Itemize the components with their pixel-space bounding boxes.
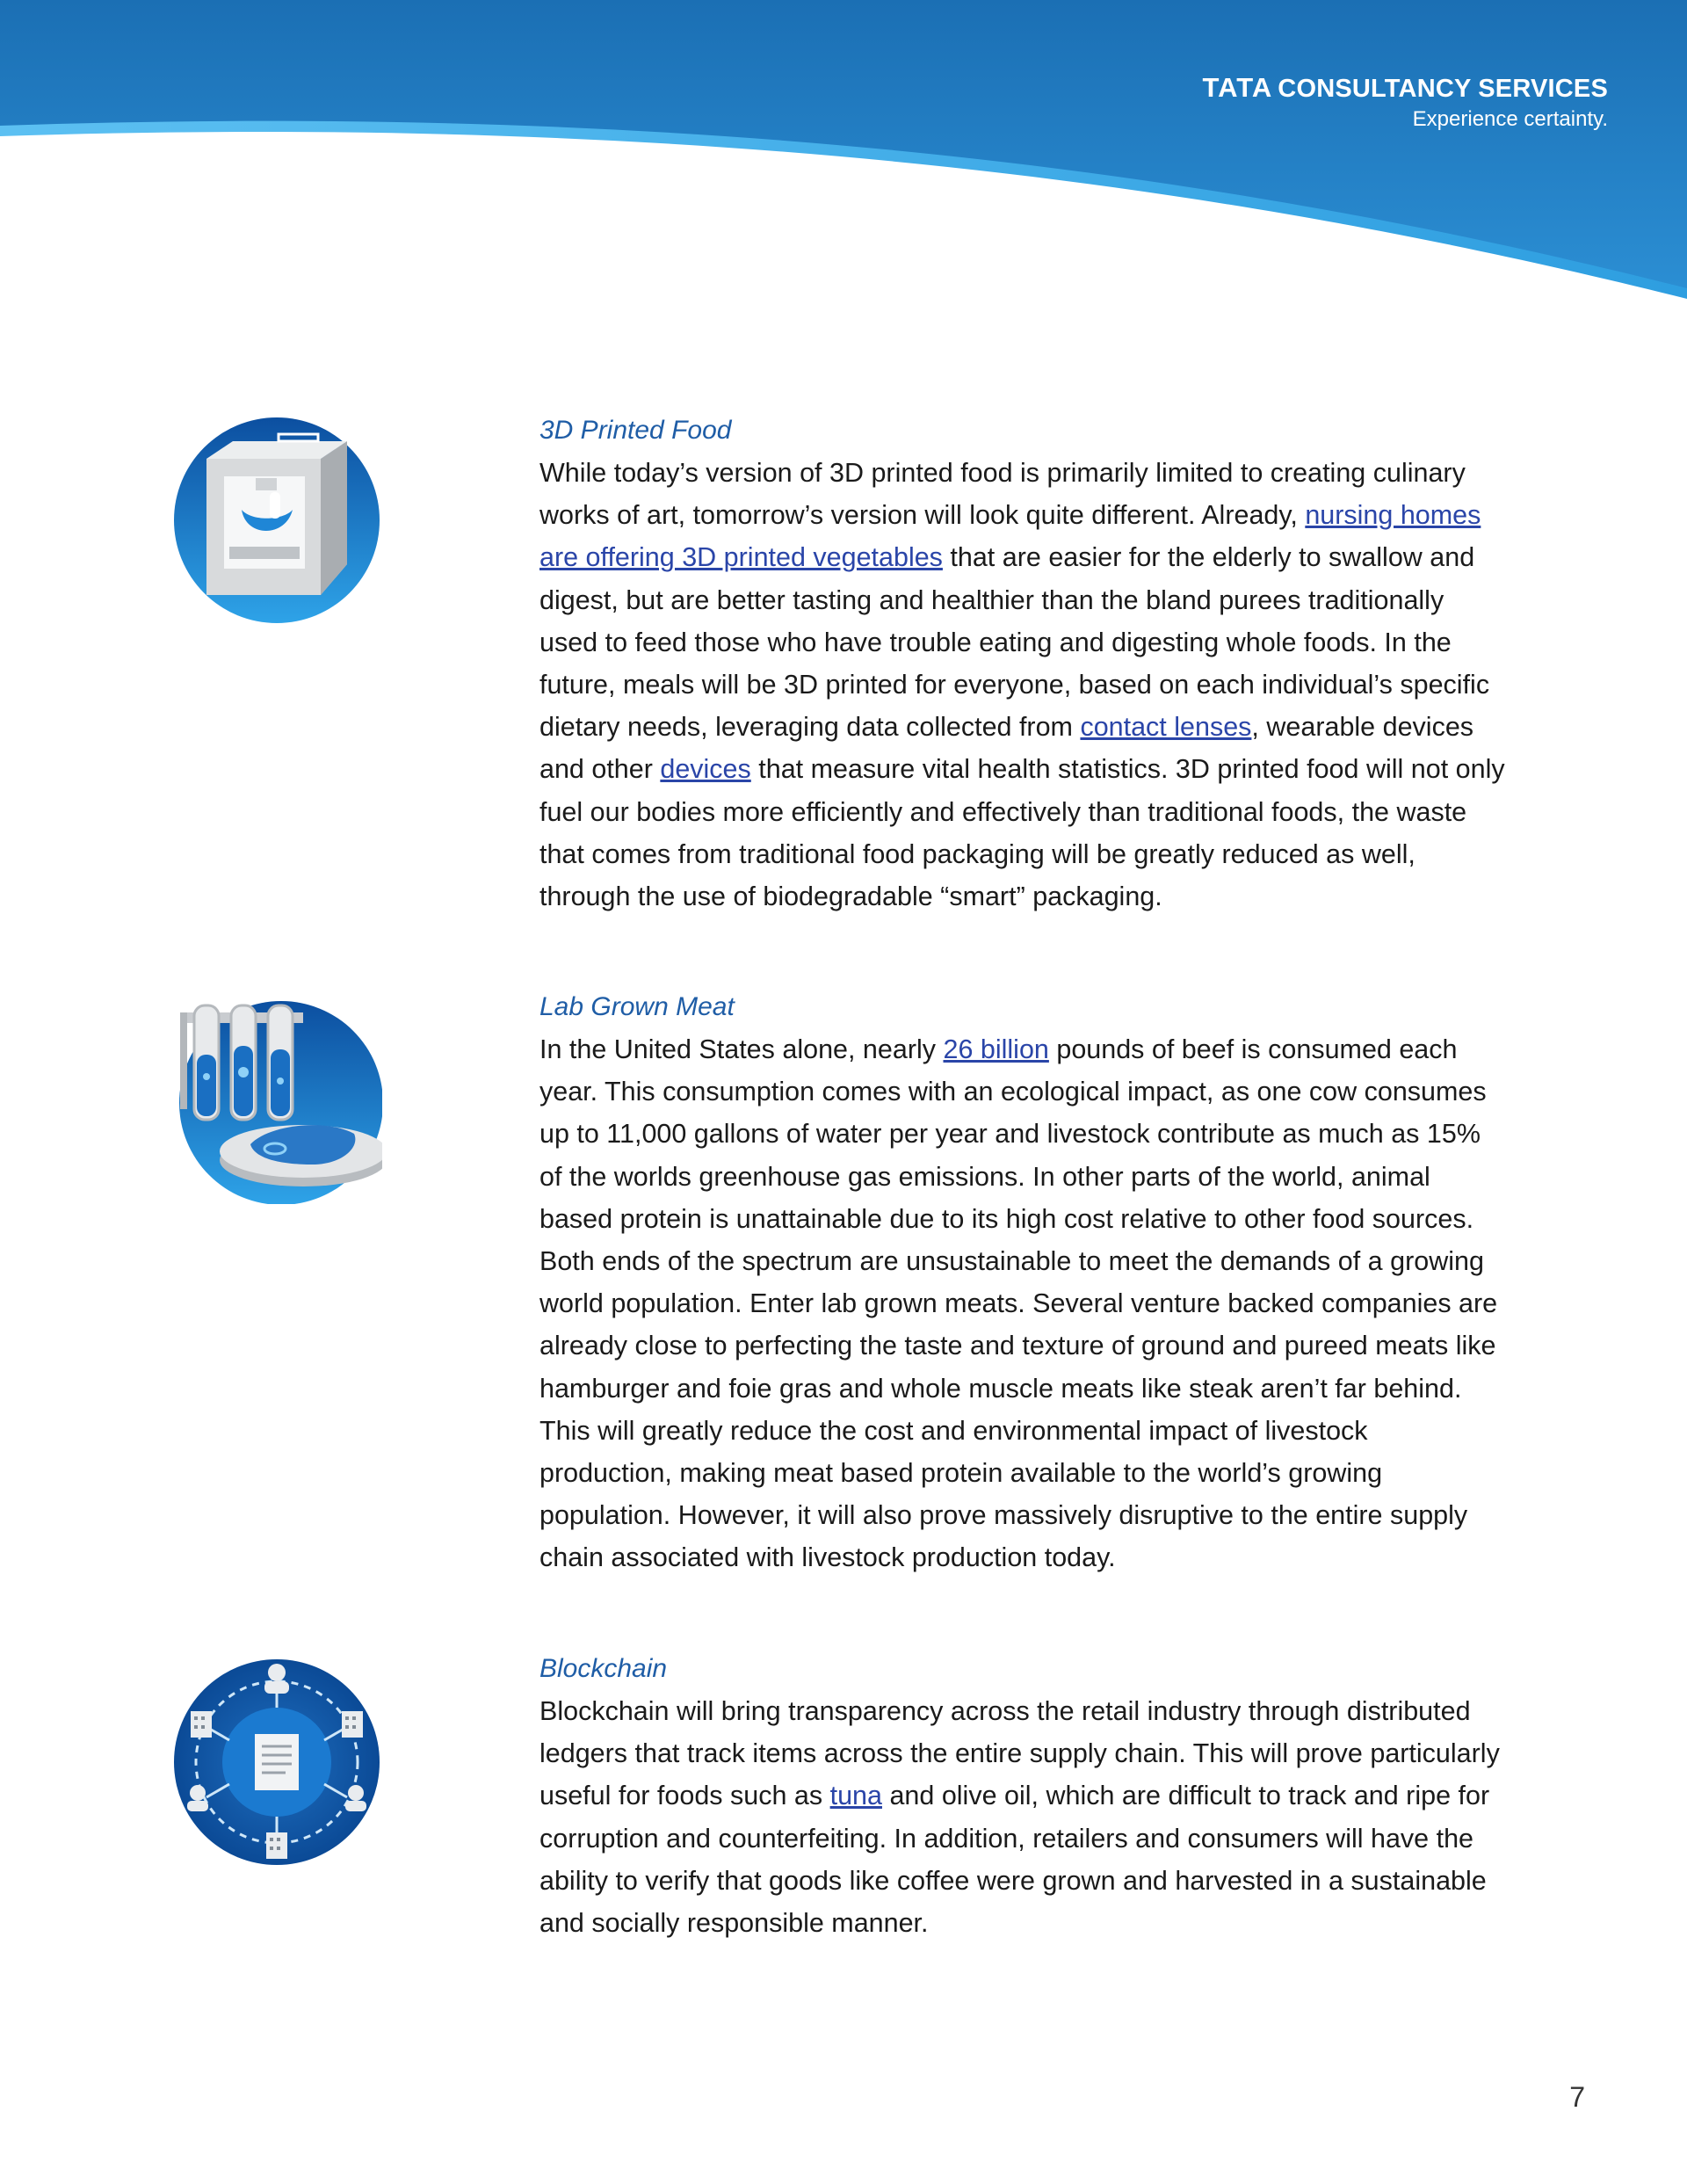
tuna-link[interactable]: tuna bbox=[829, 1781, 882, 1811]
brand-tagline: Experience certainty. bbox=[1412, 107, 1608, 131]
26-billion-link[interactable]: 26 billion bbox=[943, 1034, 1049, 1064]
section-lab-grown-meat bbox=[539, 986, 1506, 1579]
section-title: Blockchain bbox=[539, 1654, 668, 1683]
section-title: 3D Printed Food bbox=[539, 416, 732, 445]
brand-logo bbox=[1203, 72, 1608, 132]
nursing-homes-link[interactable]: nursing homes are offering 3D printed vegetables bbox=[539, 500, 1481, 573]
blockchain-network-icon bbox=[171, 1657, 382, 1868]
3d-printer-icon bbox=[171, 415, 382, 626]
devices-link[interactable]: devices bbox=[660, 754, 751, 785]
test-tubes-petri-dish-icon bbox=[171, 993, 382, 1204]
section-body: While today’s version of 3D printed food is primarily limited to creating culinary works of art, tomorrow’s version will look quite different. Already, nursing homes are offering 3D printed vegetables that are easier for the elderly to swallow and digest, but are better tasting and healthier than the bland purees traditionally used to feed those who have trouble eating and digesting whole foods. In the future, meals will be 3D printed for everyone, based on each individual’s specific dietary needs, leveraging data collected from contact lenses, wearable devices and other devices that measure vital health statistics. 3D printed food will not only fuel our bodies more efficiently and effectively than traditional foods, the waste that comes from traditional food packaging will be greatly reduced as well, through the use of biodegradable “smart” packaging. bbox=[539, 458, 1505, 912]
page-number: 7 bbox=[1569, 2081, 1585, 2113]
section-body: In the United States alone, nearly 26 billion pounds of beef is consumed each year. This consumption comes with an ecological impact, as one cow consumes up to 11,000 gallons of water per year and livestock contribute as much as 15% of the worlds greenhouse gas emissions. In other parts of the world, animal based protein is unattainable due to its high cost relative to other food sources. Both ends of the spectrum are unsustainable to meet the demands of a growing world population. Enter lab grown meats. Several venture backed companies are already close to perfecting the taste and texture of ground and pureed meats like hamburger and foie gras and whole muscle meats like steak aren’t far behind. This will greatly reduce the cost and environmental impact of livestock production, making meat based protein available to the world’s growing population. However, it will also prove massively disruptive to the entire supply chain associated with livestock production today. bbox=[539, 1034, 1498, 1573]
brand-prefix: TATA bbox=[1202, 72, 1273, 103]
section-title: Lab Grown Meat bbox=[539, 992, 735, 1021]
section-body: Blockchain will bring transparency across the retail industry through distributed ledgers that track items across the entire supply chain. This will prove particularly useful for foods such as tuna and olive oil, which are difficult to track and ripe for corruption and counterfeiting. In addition, retailers and consumers will have the ability to verify that goods like coffee were grown and harvested in a sustainable and socially responsible manner. bbox=[539, 1696, 1500, 1939]
section-blockchain bbox=[539, 1648, 1506, 1944]
contact-lenses-link[interactable]: contact lenses bbox=[1080, 712, 1252, 743]
section-3d-printed-food bbox=[539, 410, 1506, 918]
brand-name: CONSULTANCY SERVICES bbox=[1278, 75, 1608, 103]
header-band bbox=[0, 0, 1687, 316]
